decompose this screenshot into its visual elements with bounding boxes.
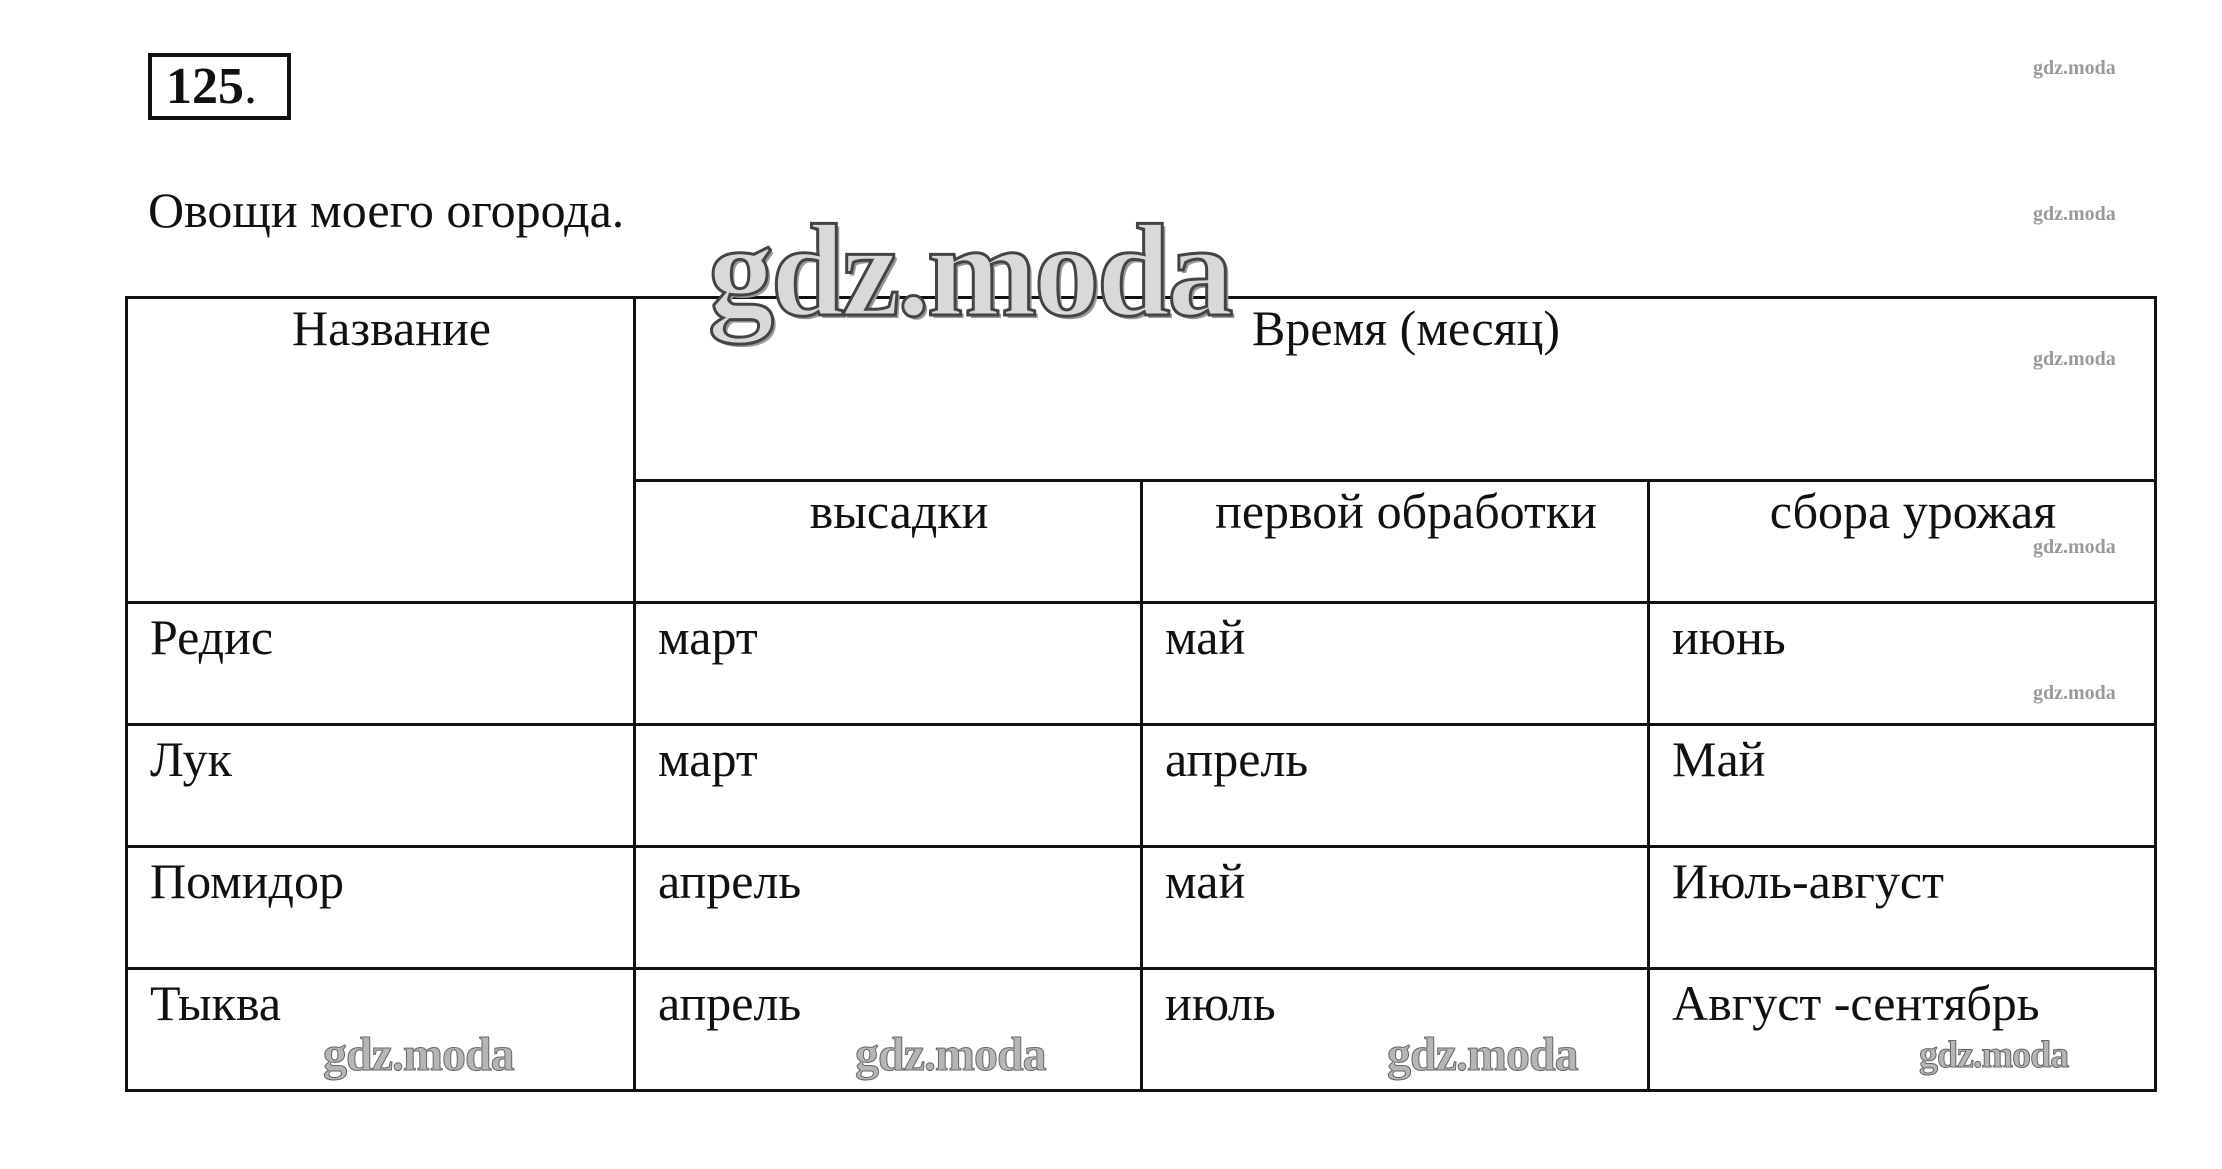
planting-cell: апрель: [635, 969, 1142, 1091]
planting-cell: апрель: [635, 847, 1142, 969]
planting-cell: март: [635, 725, 1142, 847]
harvest-cell: Август -сентябрь: [1649, 969, 2156, 1091]
table-row: [127, 847, 2156, 969]
task-number-period: .: [244, 58, 257, 115]
planting-column-header: высадки: [635, 481, 1142, 603]
harvest-cell: Июль-август: [1649, 847, 2156, 969]
first-treatment-cell: апрель: [1142, 725, 1649, 847]
watermark-medium: gdz.moda: [1387, 1028, 1578, 1081]
harvest-cell: июнь: [1649, 603, 2156, 725]
table-row: [127, 725, 2156, 847]
planting-cell: март: [635, 603, 1142, 725]
harvest-cell: Май: [1649, 725, 2156, 847]
vegetables-table: [125, 296, 2157, 1092]
vegetable-name-cell: Лук: [127, 725, 635, 847]
first-treatment-cell: май: [1142, 847, 1649, 969]
watermark-medium: gdz.moda: [1919, 1034, 2069, 1076]
watermark-medium: gdz.moda: [855, 1028, 1046, 1081]
watermark-small: gdz.moda: [2033, 536, 2116, 558]
first-treatment-cell: июль: [1142, 969, 1649, 1091]
watermark-large: gdz.moda: [708, 197, 1231, 344]
harvest-column-header: сбора урожая: [1649, 481, 2156, 603]
task-number-box: [148, 53, 291, 120]
watermark-small: gdz.moda: [2033, 348, 2116, 370]
table-row: [127, 603, 2156, 725]
time-column-header: Время (месяц): [635, 298, 2156, 481]
name-column-header: Название: [127, 298, 635, 603]
first-treatment-cell: май: [1142, 603, 1649, 725]
first-treatment-column-header: первой обработки: [1142, 481, 1649, 603]
task-number: 125: [166, 58, 244, 115]
watermark-medium: gdz.moda: [323, 1028, 514, 1081]
vegetable-name-cell: Тыква: [127, 969, 635, 1091]
watermark-small: gdz.moda: [2033, 203, 2116, 225]
vegetable-name-cell: Помидор: [127, 847, 635, 969]
watermark-small: gdz.moda: [2033, 682, 2116, 704]
vegetable-name-cell: Редис: [127, 603, 635, 725]
watermark-small: gdz.moda: [2033, 57, 2116, 79]
page-heading: Овощи моего огорода.: [148, 182, 625, 238]
